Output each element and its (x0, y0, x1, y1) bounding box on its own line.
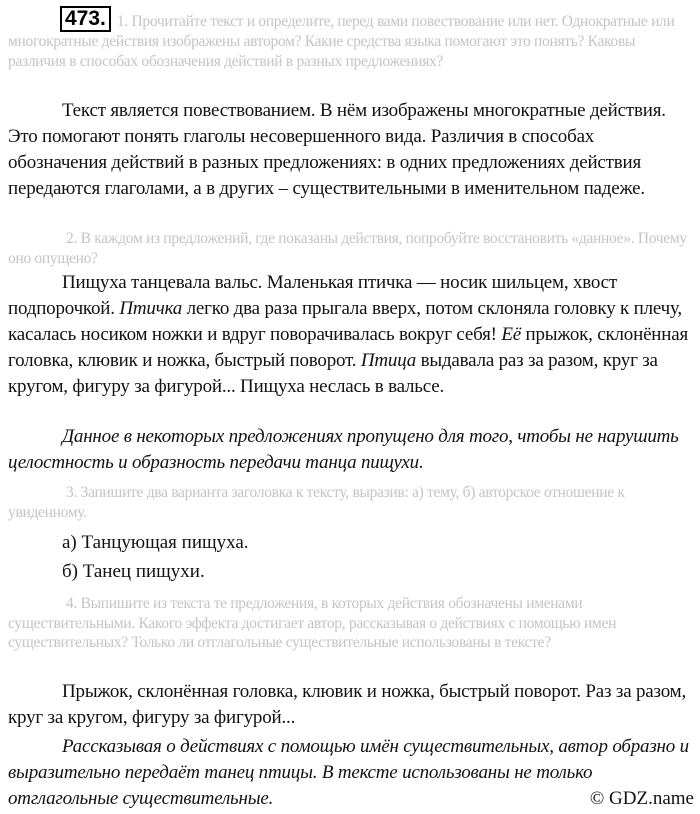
task-1 (8, 6, 696, 71)
title-variant-b: б) Танец пищухи. (62, 561, 205, 582)
answer-2-note (8, 424, 696, 476)
answer-2-italic-1: Птичка (119, 298, 183, 319)
task-3-text: 3. Запишите два варианта заголовка к тексту, выразив: а) тему, б) авторское отношение к увиденному. (8, 484, 625, 521)
answer-1 (8, 98, 696, 202)
answer-2-italic-3: Птица (360, 350, 417, 371)
answer-2-text-3: прыжок, склонённая головка, клювик и ножка, быстрый поворот. (8, 324, 689, 371)
answer-2-text-2: легко два раза прыгала вверх, потом склоняла головку к плечу, касалась носиком ножки и вдруг поворачивалась вокруг себя! (8, 298, 682, 345)
answer-2 (8, 270, 696, 400)
answer-4 (8, 679, 696, 731)
task-2 (8, 229, 696, 268)
answer-2-note-text: Данное в некоторых предложениях пропущено для того, чтобы не нарушить целостность и образность передачи танца пищухи. (8, 426, 679, 473)
task-2-text: 2. В каждом из предложений, где показаны действия, попробуйте восстановить «данное». Почему оно опущено? (8, 230, 687, 267)
copyright-watermark: © GDZ.name (589, 788, 694, 809)
answer-2-italic-2: Её (501, 324, 521, 345)
answer-4-text: Прыжок, склонённая головка, клювик и ножка, быстрый поворот. Раз за разом, круг за кругом, фигуру за фигурой... (8, 681, 687, 728)
title-variant-a: а) Танцующая пищуха. (62, 532, 249, 553)
task-1-text: 1. Прочитайте текст и определите, перед вами повествование или нет. Однократные или многократные действия изображены автором? Какие средства языка помогают это понять? Каковы различия в способах обозначения действий в разных предложениях? (8, 13, 675, 70)
exercise-number-badge: 473. (60, 6, 111, 32)
answer-4-note-text: Рассказывая о действиях с помощью имён существительных, автор образно и выразительно передаёт танец птицы. В тексте использованы не только отглагольные существительные. (8, 736, 689, 809)
task-3 (8, 483, 696, 522)
task-4-text: 4. Выпишите из текста те предложения, в которых действия обозначены именами существительными. Какого эффекта достигает автор, рассказывая о действиях с помощью имен существительных? Только ли отглагольные существительные использованы в тексте? (8, 595, 617, 651)
answer-2-text-1: Пищуха танцевала вальс. Маленькая птичка — носик шильцем, хвост подпорочкой. (8, 272, 617, 319)
answer-2-text-4: выдавала раз за разом, круг за кругом, фигуру за фигурой... Пищуха неслась в вальсе. (8, 350, 658, 397)
answer-1-text: Текст является повествованием. В нём изображены многократные действия. Это помогают понять глаголы несовершенного вида. Различия в способах обозначения действий в разных предложениях: в одних предложениях действия передаются глаголами, а в других – существительными в именительном падеже. (8, 100, 666, 199)
task-4 (8, 594, 696, 653)
